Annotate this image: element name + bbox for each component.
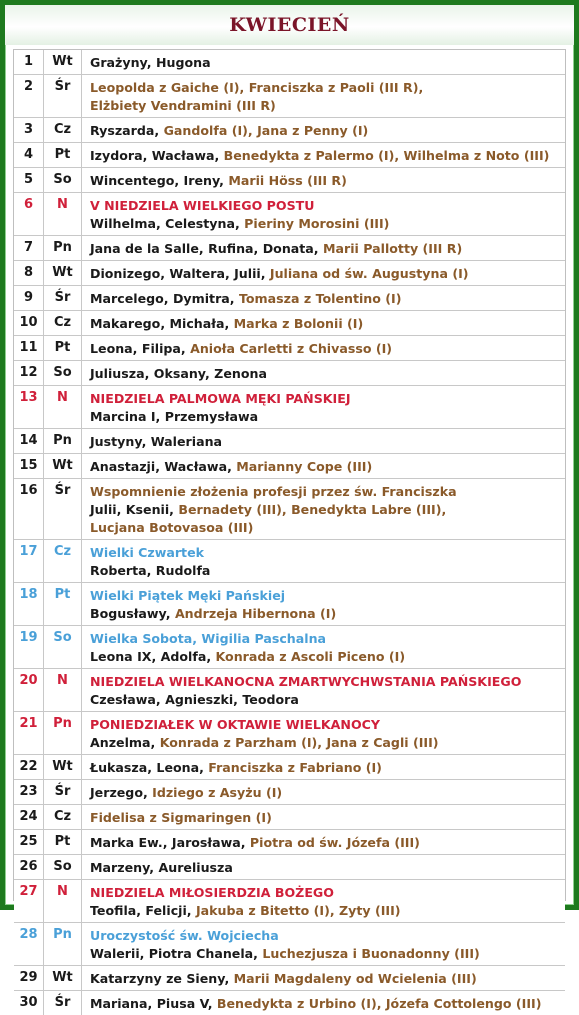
feast-title: PONIEDZIAŁEK W OKTAWIE WIELKANOCY xyxy=(90,717,381,732)
feast-title: V NIEDZIELA WIELKIEGO POSTU xyxy=(90,198,315,213)
calendar-row xyxy=(14,236,565,261)
names-line xyxy=(90,390,565,408)
weekday-abbrev: Pt xyxy=(44,583,82,625)
day-number: 13 xyxy=(14,386,44,428)
name-days: Walerii, Piotra Chanela, xyxy=(90,946,263,961)
names-line xyxy=(90,716,565,734)
day-number: 7 xyxy=(14,236,44,260)
saint-names: Bernadety (III), Benedykta Labre (III), xyxy=(178,502,447,517)
holy-day-title: Uroczystość św. Wojciecha xyxy=(90,928,279,943)
calendar-row xyxy=(14,336,565,361)
name-days: Wilhelma, Celestyna, xyxy=(90,216,245,231)
weekday-abbrev: Śr xyxy=(44,991,82,1015)
day-number: 12 xyxy=(14,361,44,385)
calendar-row xyxy=(14,780,565,805)
weekday-abbrev: Pn xyxy=(44,923,82,965)
names-line xyxy=(90,290,565,308)
names-line xyxy=(90,605,565,623)
weekday-abbrev: N xyxy=(44,386,82,428)
name-days: Leona IX, Adolfa, xyxy=(90,649,216,664)
names-cell xyxy=(82,966,565,990)
name-days: Mariana, Piusa V, xyxy=(90,996,217,1011)
calendar-row xyxy=(14,880,565,923)
names-cell xyxy=(82,479,565,539)
saint-names: Marii Pallotty (III R) xyxy=(322,241,463,256)
names-cell xyxy=(82,50,565,74)
weekday-abbrev: Pt xyxy=(44,143,82,167)
names-cell xyxy=(82,830,565,854)
calendar-row xyxy=(14,311,565,336)
names-cell xyxy=(82,755,565,779)
saint-names: Franciszka z Fabriano (I) xyxy=(208,760,382,775)
names-cell xyxy=(82,712,565,754)
saint-names: Marianny Cope (III) xyxy=(236,459,373,474)
names-cell xyxy=(82,75,565,117)
calendar-row xyxy=(14,855,565,880)
day-number: 24 xyxy=(14,805,44,829)
names-line xyxy=(90,927,565,945)
names-cell xyxy=(82,361,565,385)
name-days: Marcelego, Dymitra, xyxy=(90,291,239,306)
holy-day-title: Wielka Sobota, Wigilia Paschalna xyxy=(90,631,327,646)
name-days: Izydora, Wacława, xyxy=(90,148,224,163)
names-cell xyxy=(82,880,565,922)
names-line xyxy=(90,365,565,383)
feast-title: NIEDZIELA MIŁOSIERDZIA BOŻEGO xyxy=(90,885,334,900)
weekday-abbrev: Wt xyxy=(44,454,82,478)
name-days: Dionizego, Waltera, Julii, xyxy=(90,266,270,281)
month-title: KWIECIEŃ xyxy=(229,14,350,36)
calendar-row xyxy=(14,193,565,236)
weekday-abbrev: Śr xyxy=(44,75,82,117)
weekday-abbrev: N xyxy=(44,669,82,711)
name-days: Julii, Ksenii, xyxy=(90,502,179,517)
names-cell xyxy=(82,386,565,428)
names-line xyxy=(90,433,565,451)
saint-names: Konrada z Parzham (I), Jana z Cagli (III) xyxy=(159,735,439,750)
saint-names: Wspomnienie złożenia profesji przez św. Franciszka xyxy=(90,484,457,499)
calendar-row xyxy=(14,583,565,626)
weekday-abbrev: N xyxy=(44,880,82,922)
day-number: 17 xyxy=(14,540,44,582)
weekday-abbrev: Cz xyxy=(44,540,82,582)
weekday-abbrev: Pt xyxy=(44,336,82,360)
day-number: 5 xyxy=(14,168,44,192)
names-line xyxy=(90,197,565,215)
calendar-row xyxy=(14,361,565,386)
names-cell xyxy=(82,855,565,879)
day-number: 1 xyxy=(14,50,44,74)
calendar-row xyxy=(14,755,565,780)
name-days: Jerzego, xyxy=(90,785,153,800)
weekday-abbrev: Wt xyxy=(44,755,82,779)
weekday-abbrev: Pt xyxy=(44,830,82,854)
day-number: 28 xyxy=(14,923,44,965)
name-days: Leona, Filipa, xyxy=(90,341,191,356)
day-number: 19 xyxy=(14,626,44,668)
calendar-row xyxy=(14,454,565,479)
saint-names: Piotra od św. Józefa (III) xyxy=(249,835,420,850)
weekday-abbrev: Śr xyxy=(44,286,82,310)
names-cell xyxy=(82,261,565,285)
calendar-row xyxy=(14,923,565,966)
names-line xyxy=(90,240,565,258)
saint-names: Lucjana Botovasoa (III) xyxy=(90,520,254,535)
names-line xyxy=(90,215,565,233)
calendar-row xyxy=(14,50,565,75)
names-cell xyxy=(82,540,565,582)
weekday-abbrev: Cz xyxy=(44,311,82,335)
holy-day-title: Wielki Piątek Męki Pańskiej xyxy=(90,588,286,603)
names-line xyxy=(90,122,565,140)
names-line xyxy=(90,79,565,97)
names-line xyxy=(90,734,565,752)
weekday-abbrev: Cz xyxy=(44,118,82,142)
saint-names: Jakuba z Bitetto (I), Zyty (III) xyxy=(195,903,401,918)
weekday-abbrev: Pn xyxy=(44,236,82,260)
day-number: 10 xyxy=(14,311,44,335)
day-number: 27 xyxy=(14,880,44,922)
names-cell xyxy=(82,236,565,260)
names-line xyxy=(90,501,565,519)
names-line xyxy=(90,995,565,1013)
weekday-abbrev: N xyxy=(44,193,82,235)
names-cell xyxy=(82,923,565,965)
calendar-row xyxy=(14,966,565,991)
names-line xyxy=(90,408,565,426)
day-number: 6 xyxy=(14,193,44,235)
calendar-row xyxy=(14,286,565,311)
weekday-abbrev: Cz xyxy=(44,805,82,829)
names-cell xyxy=(82,336,565,360)
name-days: Ryszarda, xyxy=(90,123,164,138)
names-cell xyxy=(82,168,565,192)
weekday-abbrev: So xyxy=(44,626,82,668)
day-number: 20 xyxy=(14,669,44,711)
name-days: Czesława, Agnieszki, Teodora xyxy=(90,692,299,707)
saint-names: Luchezjusza i Buonadonny (III) xyxy=(262,946,480,961)
saint-names: Juliana od św. Augustyna (I) xyxy=(269,266,469,281)
names-line xyxy=(90,172,565,190)
name-days: Grażyny, Hugona xyxy=(90,55,211,70)
names-line xyxy=(90,784,565,802)
names-line xyxy=(90,147,565,165)
names-line xyxy=(90,97,565,115)
saint-names: Tomasza z Tolentino (I) xyxy=(238,291,402,306)
weekday-abbrev: Wt xyxy=(44,50,82,74)
day-number: 2 xyxy=(14,75,44,117)
weekday-abbrev: So xyxy=(44,855,82,879)
name-days: Marka Ew., Jarosława, xyxy=(90,835,250,850)
weekday-abbrev: Wt xyxy=(44,966,82,990)
saint-names: Elżbiety Vendramini (III R) xyxy=(90,98,276,113)
saint-names: Andrzeja Hibernona (I) xyxy=(174,606,337,621)
name-days: Roberta, Rudolfa xyxy=(90,563,211,578)
names-cell xyxy=(82,780,565,804)
name-days: Anastazji, Wacława, xyxy=(90,459,237,474)
weekday-abbrev: So xyxy=(44,361,82,385)
saint-names: Konrada z Ascoli Piceno (I) xyxy=(215,649,406,664)
names-cell xyxy=(82,193,565,235)
day-number: 23 xyxy=(14,780,44,804)
name-days: Teofila, Felicji, xyxy=(90,903,196,918)
names-line xyxy=(90,648,565,666)
calendar-row xyxy=(14,429,565,454)
names-cell xyxy=(82,669,565,711)
calendar-row xyxy=(14,540,565,583)
calendar-row xyxy=(14,626,565,669)
names-cell xyxy=(82,454,565,478)
names-line xyxy=(90,809,565,827)
calendar-row xyxy=(14,143,565,168)
calendar-row xyxy=(14,830,565,855)
calendar-row xyxy=(14,75,565,118)
saint-names: Marii Höss (III R) xyxy=(228,173,347,188)
day-number: 22 xyxy=(14,755,44,779)
names-line xyxy=(90,970,565,988)
names-line xyxy=(90,902,565,920)
saint-names: Idziego z Asyżu (I) xyxy=(152,785,283,800)
name-days: Jana de la Salle, Rufina, Donata, xyxy=(90,241,323,256)
saint-names: Marka z Bolonii (I) xyxy=(233,316,364,331)
names-line xyxy=(90,458,565,476)
names-line xyxy=(90,562,565,580)
names-cell xyxy=(82,805,565,829)
weekday-abbrev: So xyxy=(44,168,82,192)
names-line xyxy=(90,945,565,963)
names-line xyxy=(90,483,565,501)
holy-day-title: Wielki Czwartek xyxy=(90,545,204,560)
day-number: 26 xyxy=(14,855,44,879)
name-days: Marcina I, Przemysława xyxy=(90,409,259,424)
names-line xyxy=(90,759,565,777)
name-days: Juliusza, Oksany, Zenona xyxy=(90,366,267,381)
day-number: 16 xyxy=(14,479,44,539)
weekday-abbrev: Śr xyxy=(44,780,82,804)
feast-title: NIEDZIELA PALMOWA MĘKI PAŃSKIEJ xyxy=(90,391,351,406)
calendar-row xyxy=(14,261,565,286)
names-line xyxy=(90,544,565,562)
day-number: 18 xyxy=(14,583,44,625)
day-number: 29 xyxy=(14,966,44,990)
day-number: 4 xyxy=(14,143,44,167)
name-days: Makarego, Michała, xyxy=(90,316,234,331)
names-line xyxy=(90,691,565,709)
weekday-abbrev: Wt xyxy=(44,261,82,285)
calendar-row xyxy=(14,118,565,143)
name-days: Łukasza, Leona, xyxy=(90,760,209,775)
saint-names: Benedykta z Palermo (I), Wilhelma z Noto (III) xyxy=(223,148,550,163)
calendar-row xyxy=(14,805,565,830)
names-line xyxy=(90,834,565,852)
day-number: 8 xyxy=(14,261,44,285)
day-number: 21 xyxy=(14,712,44,754)
weekday-abbrev: Pn xyxy=(44,712,82,754)
names-line xyxy=(90,340,565,358)
name-days: Justyny, Waleriana xyxy=(90,434,223,449)
names-line xyxy=(90,673,565,691)
day-number: 9 xyxy=(14,286,44,310)
saint-names: Benedykta z Urbino (I), Józefa Cottolengo (III) xyxy=(216,996,542,1011)
names-line xyxy=(90,859,565,877)
saint-names: Marii Magdaleny od Wcielenia (III) xyxy=(233,971,477,986)
calendar-table xyxy=(13,49,566,1011)
saint-names: Gandolfa (I), Jana z Penny (I) xyxy=(163,123,369,138)
day-number: 14 xyxy=(14,429,44,453)
saint-names: Anioła Carletti z Chivasso (I) xyxy=(190,341,393,356)
day-number: 30 xyxy=(14,991,44,1015)
names-cell xyxy=(82,118,565,142)
names-line xyxy=(90,587,565,605)
calendar-row xyxy=(14,712,565,755)
names-cell xyxy=(82,311,565,335)
calendar-row xyxy=(14,991,565,1015)
calendar-row xyxy=(14,386,565,429)
names-line xyxy=(90,519,565,537)
names-line xyxy=(90,884,565,902)
day-number: 15 xyxy=(14,454,44,478)
name-days: Marzeny, Aureliusza xyxy=(90,860,233,875)
calendar-row xyxy=(14,479,565,540)
name-days: Bogusławy, xyxy=(90,606,175,621)
day-number: 25 xyxy=(14,830,44,854)
feast-title: NIEDZIELA WIELKANOCNA ZMARTWYCHWSTANIA PAŃSKIEGO xyxy=(90,674,522,689)
names-line xyxy=(90,630,565,648)
calendar-row xyxy=(14,168,565,193)
day-number: 3 xyxy=(14,118,44,142)
names-cell xyxy=(82,143,565,167)
saint-names: Fidelisa z Sigmaringen (I) xyxy=(90,810,272,825)
name-days: Anzelma, xyxy=(90,735,160,750)
name-days: Katarzyny ze Sieny, xyxy=(90,971,234,986)
title-bar xyxy=(5,5,574,45)
names-cell xyxy=(82,429,565,453)
weekday-abbrev: Śr xyxy=(44,479,82,539)
names-cell xyxy=(82,991,565,1015)
saint-names: Pieriny Morosini (III) xyxy=(244,216,390,231)
names-line xyxy=(90,54,565,72)
calendar-row xyxy=(14,669,565,712)
name-days: Wincentego, Ireny, xyxy=(90,173,229,188)
day-number: 11 xyxy=(14,336,44,360)
names-line xyxy=(90,265,565,283)
weekday-abbrev: Pn xyxy=(44,429,82,453)
names-cell xyxy=(82,583,565,625)
names-line xyxy=(90,315,565,333)
names-cell xyxy=(82,286,565,310)
saint-names: Leopolda z Gaiche (I), Franciszka z Paoli (III R), xyxy=(90,80,424,95)
names-cell xyxy=(82,626,565,668)
